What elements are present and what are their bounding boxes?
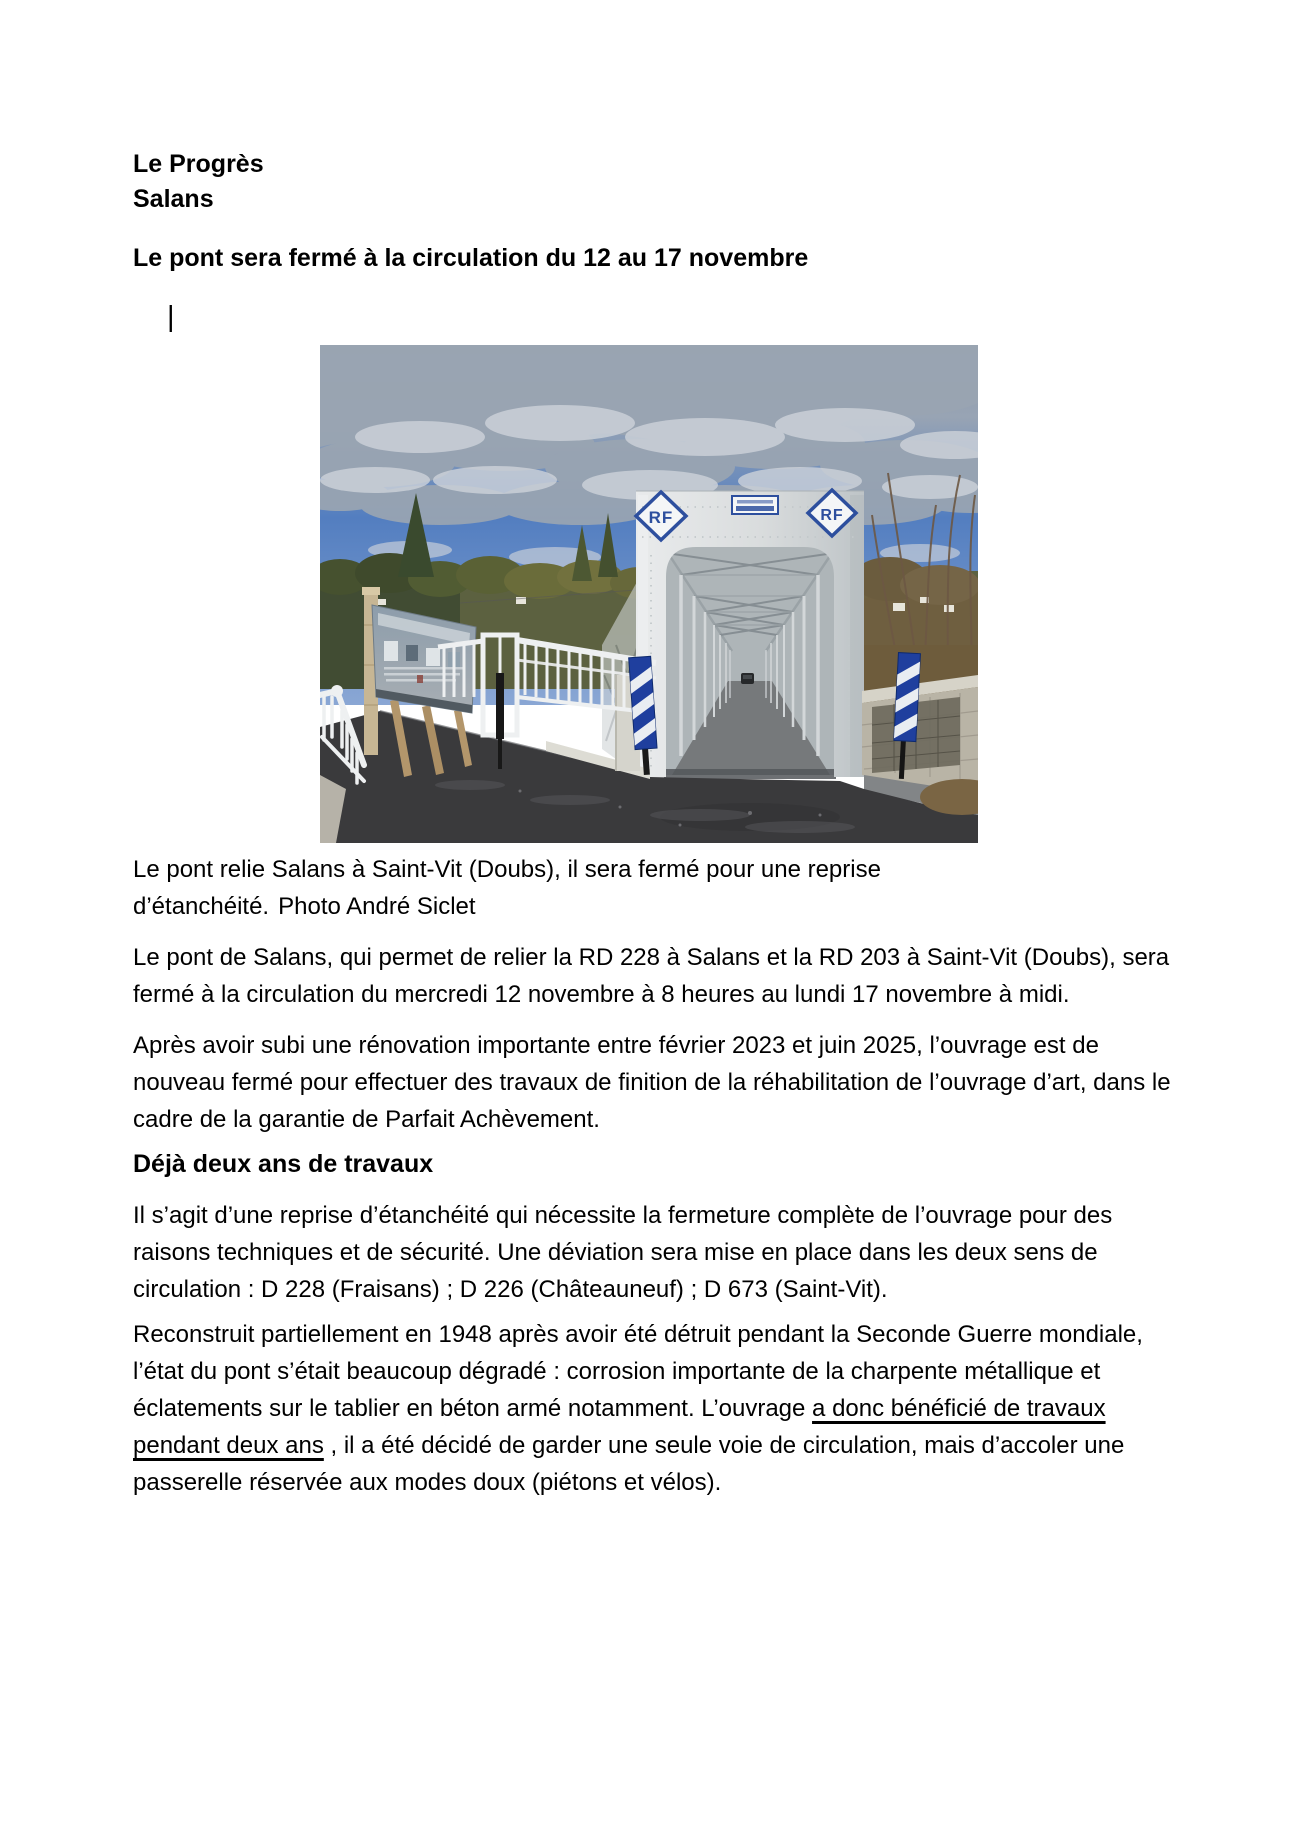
travaux-link[interactable]: a donc bénéficié de travaux pendant deux ans <box>133 1395 1106 1459</box>
paragraph-4-text-after: , il a été décidé de garder une seule voie de circulation, mais d’accoler une passerelle réservée aux modes doux (piétons et vélos). <box>133 1432 1125 1496</box>
bridge-photo <box>320 345 978 843</box>
article-content <box>133 147 1173 1501</box>
paragraph-4-text-before: Reconstruit partiellement en 1948 après avoir été détruit pendant la Seconde Guerre mondiale, l’état du pont s’était beaucoup dégradé : corrosion importante de la charpente métallique et éclatements sur le tablier en béton armé notamment. L’ouvrage <box>133 1321 1143 1422</box>
paragraph-3: Il s’agit d’une reprise d’étanchéité qui nécessite la fermeture complète de l’ouvrage pour des raisons techniques et de sécurité. Une déviation sera mise en place dans les deux sens de circulation : D 228 (Fraisans) ; D 226 (Châteauneuf) ; D 673 (Saint-Vit). <box>133 1202 1113 1303</box>
svg-text:RF: RF <box>820 507 844 524</box>
text-cursor-mark: | <box>167 301 175 333</box>
caption-text: Le pont relie Salans à Saint-Vit (Doubs), il sera fermé pour une reprise d’étanchéité. <box>133 856 881 920</box>
article-figure <box>320 345 978 843</box>
paragraph-2: Après avoir subi une rénovation importante entre février 2023 et juin 2025, l’ouvrage est de nouveau fermé pour effectuer des travaux de finition de la réhabilitation de l’ouvrage d’art, dans le cadre de la garantie de Parfait Achèvement. <box>133 1032 1171 1133</box>
paragraph-1: Le pont de Salans, qui permet de relier la RD 228 à Salans et la RD 203 à Saint-Vit (Doubs), sera fermé à la circulation du mercredi 12 novembre à 8 heures au lundi 17 novembre à midi. <box>133 944 1170 1008</box>
paragraph-4 <box>133 1316 1173 1501</box>
svg-text:RF: RF <box>648 508 674 527</box>
section-subheading: Déjà deux ans de travaux <box>133 1150 434 1178</box>
bridge-name-plaque <box>732 496 778 514</box>
publication-name: Le Progrès <box>133 150 264 178</box>
location-name: Salans <box>133 185 214 213</box>
photo-caption <box>133 851 1033 925</box>
article-headline: Le pont sera fermé à la circulation du 12 au 17 novembre <box>133 244 809 272</box>
bridge-interior <box>664 547 836 779</box>
photo-credit: Photo André Siclet <box>278 893 476 920</box>
